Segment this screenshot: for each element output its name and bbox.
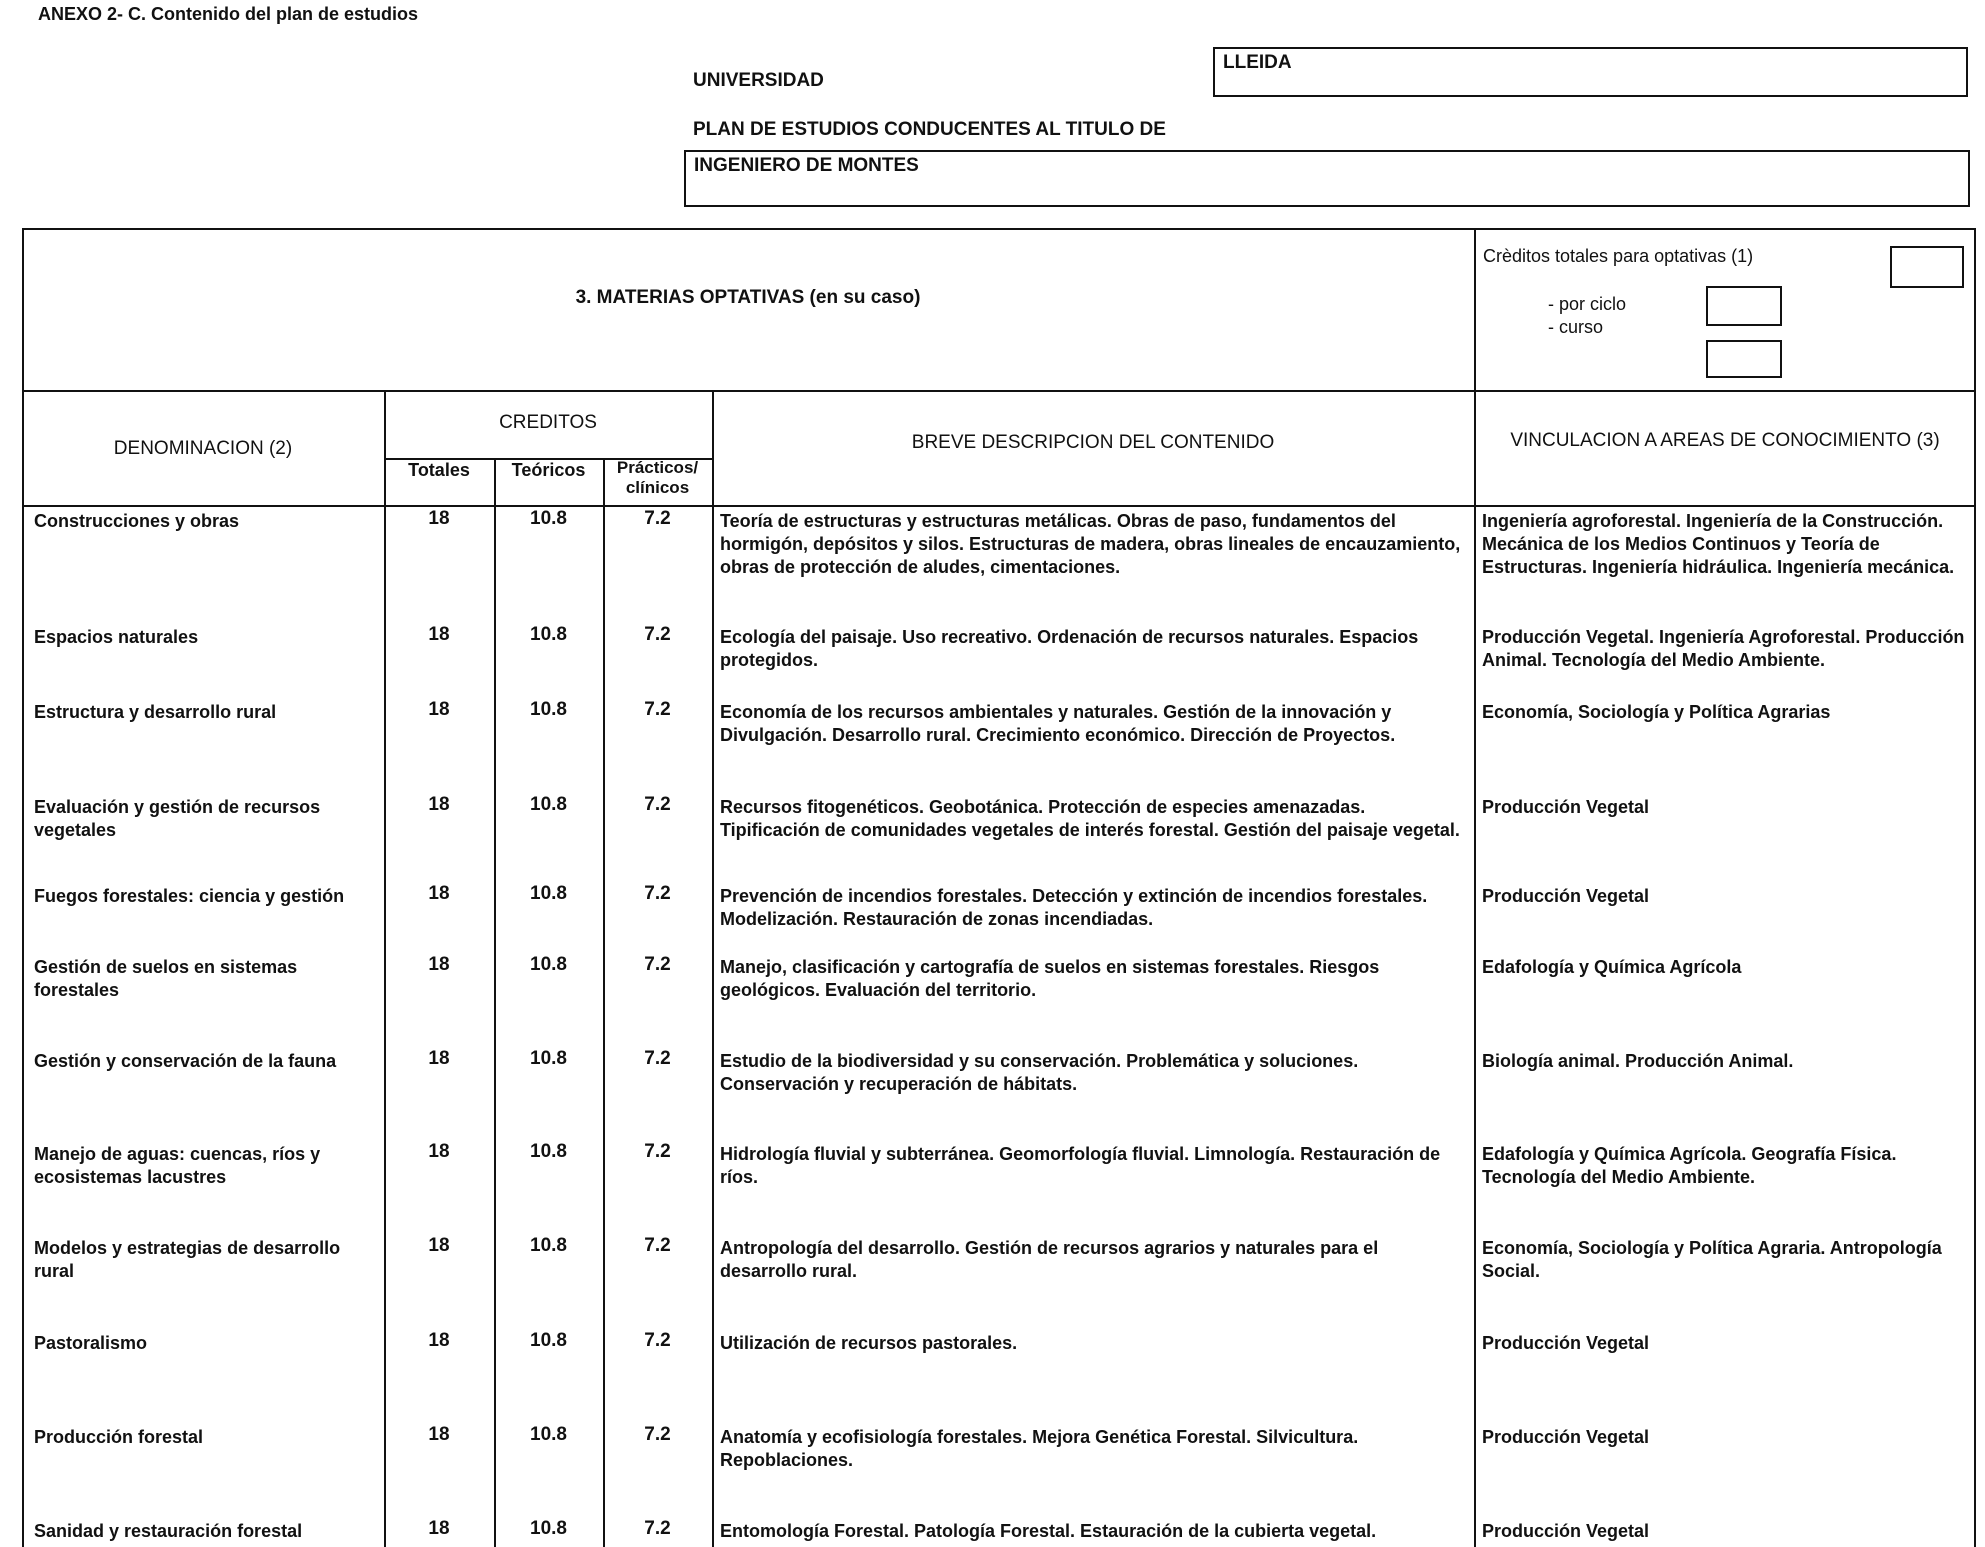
row-description: Anatomía y ecofisiología forestales. Mejora Genética Forestal. Silvicultura. Repoblaciones. [720,1427,1359,1470]
divider-header [22,505,1976,507]
per-cycle-box[interactable] [1706,286,1782,326]
credits-total-box[interactable] [1890,246,1964,288]
row-totales: 18 [428,624,450,645]
row-teoricos: 10.8 [530,508,567,529]
plan-label: PLAN DE ESTUDIOS CONDUCENTES AL TITULO DE [693,119,1166,140]
row-totales: 18 [428,1424,450,1445]
row-description: Prevención de incendios forestales. Detección y extinción de incendios forestales. Modelización. Restauración de zonas incendiadas. [720,886,1428,929]
annex-title: ANEXO 2- C. Contenido del plan de estudios [38,4,419,24]
row-totales: 18 [428,794,450,815]
row-name: Fuegos forestales: ciencia y gestión [34,886,345,906]
row-totales: 18 [428,508,450,529]
row-practicos: 7.2 [644,1330,671,1351]
row-areas: Producción Vegetal [1482,1333,1650,1353]
row-totales: 18 [428,1141,450,1162]
row-description: Estudio de la biodiversidad y su conservación. Problemática y soluciones. Conservación y recuperación de hábitats. [720,1051,1359,1094]
row-practicos: 7.2 [644,1424,671,1445]
col-practicos: Prácticos/ clínicos [616,458,699,497]
row-teoricos: 10.8 [530,1048,567,1069]
row-teoricos: 10.8 [530,1141,567,1162]
row-description: Utilización de recursos pastorales. [720,1333,1018,1353]
row-teoricos: 10.8 [530,699,567,720]
row-name: Manejo de aguas: cuencas, ríos y ecosistemas lacustres [34,1144,321,1187]
row-totales: 18 [428,883,450,904]
row-description: Ecología del paisaje. Uso recreativo. Ordenación de recursos naturales. Espacios protegidos. [720,627,1419,670]
row-name: Estructura y desarrollo rural [34,702,277,722]
row-name: Producción forestal [34,1427,204,1447]
divider-areas [1474,228,1476,1547]
row-description: Recursos fitogenéticos. Geobotánica. Protección de especies amenazadas. Tipificación de comunidades vegetales de interés forestal. Gestión del paisaje vegetal. [720,797,1460,840]
row-name: Modelos y estrategias de desarrollo rural [34,1238,341,1281]
row-areas: Edafología y Química Agrícola [1482,957,1742,977]
row-description: Teoría de estructuras y estructuras metálicas. Obras de paso, fundamentos del hormigón, depósitos y silos. Estructuras de madera, obras lineales de encauzamiento, obras de protección de aludes, cimentaciones. [720,511,1461,577]
section-title: 3. MATERIAS OPTATIVAS (en su caso) [575,287,921,308]
row-teoricos: 10.8 [530,954,567,975]
col-denominacion: DENOMINACION (2) [113,438,293,459]
row-practicos: 7.2 [644,699,671,720]
row-totales: 18 [428,699,450,720]
university-value: LLEIDA [1223,52,1292,73]
row-name: Pastoralismo [34,1333,148,1353]
row-practicos: 7.2 [644,1141,671,1162]
per-cycle-label: - por ciclo [1548,294,1627,314]
row-description: Antropología del desarrollo. Gestión de recursos agrarios y naturales para el desarrollo rural. [720,1238,1379,1281]
row-description: Manejo, clasificación y cartografía de suelos en sistemas forestales. Riesgos geológicos. Evaluación del territorio. [720,957,1380,1000]
row-teoricos: 10.8 [530,1235,567,1256]
university-label: UNIVERSIDAD [693,70,824,91]
credits-total-label: Crèditos totales para optativas (1) [1483,246,1754,266]
divider-col3 [603,458,605,1547]
degree-value: INGENIERO DE MONTES [694,155,919,176]
row-areas: Producción Vegetal [1482,797,1650,817]
row-practicos: 7.2 [644,1518,671,1539]
row-description: Hidrología fluvial y subterránea. Geomorfología fluvial. Limnología. Restauración de ríos. [720,1144,1441,1187]
row-teoricos: 10.8 [530,1424,567,1445]
col-descripcion: BREVE DESCRIPCION DEL CONTENIDO [911,432,1275,453]
row-teoricos: 10.8 [530,1518,567,1539]
row-areas: Ingeniería agroforestal. Ingeniería de la Construcción. Mecánica de los Medios Continuos y Teoría de Estructuras. Ingeniería hidráulica. Ingeniería mecánica. [1482,511,1955,577]
row-practicos: 7.2 [644,954,671,975]
divider-col4 [712,390,714,1547]
row-teoricos: 10.8 [530,1330,567,1351]
row-areas: Biología animal. Producción Animal. [1482,1051,1794,1071]
row-practicos: 7.2 [644,508,671,529]
row-practicos: 7.2 [644,883,671,904]
col-creditos: CREDITOS [499,412,597,433]
row-totales: 18 [428,1518,450,1539]
course-label: - curso [1548,317,1604,337]
col-totales: Totales [408,460,470,480]
row-totales: 18 [428,954,450,975]
row-name: Gestión y conservación de la fauna [34,1051,337,1071]
row-name: Evaluación y gestión de recursos vegetales [34,797,321,840]
row-areas: Producción Vegetal [1482,886,1650,906]
row-areas: Economía, Sociología y Política Agraria. Antropología Social. [1482,1238,1942,1281]
row-practicos: 7.2 [644,794,671,815]
row-description: Economía de los recursos ambientales y naturales. Gestión de la innovación y Divulgación. Desarrollo rural. Crecimiento económico. Dirección de Proyectos. [720,702,1396,745]
row-areas: Edafología y Química Agrícola. Geografía Física. Tecnología del Medio Ambiente. [1482,1144,1897,1187]
row-areas: Producción Vegetal. Ingeniería Agroforestal. Producción Animal. Tecnología del Medio Ambiente. [1482,627,1965,670]
row-name: Construcciones y obras [34,511,240,531]
row-teoricos: 10.8 [530,794,567,815]
row-description: Entomología Forestal. Patología Forestal. Estauración de la cubierta vegetal. [720,1521,1377,1541]
row-totales: 18 [428,1330,450,1351]
row-areas: Economía, Sociología y Política Agrarias [1482,702,1831,722]
row-practicos: 7.2 [644,1235,671,1256]
row-areas: Producción Vegetal [1482,1427,1650,1447]
row-name: Sanidad y restauración forestal [34,1521,303,1541]
row-totales: 18 [428,1235,450,1256]
divider-section [22,390,1976,392]
row-practicos: 7.2 [644,624,671,645]
degree-field [684,150,1970,207]
row-teoricos: 10.8 [530,883,567,904]
row-name: Espacios naturales [34,627,199,647]
row-practicos: 7.2 [644,1048,671,1069]
course-box[interactable] [1706,340,1782,378]
col-teoricos: Teóricos [511,460,586,480]
row-teoricos: 10.8 [530,624,567,645]
col-vinculacion: VINCULACION A AREAS DE CONOCIMIENTO (3) [1510,430,1940,451]
row-name: Gestión de suelos en sistemas forestales [34,957,298,1000]
university-field [1213,47,1968,97]
row-areas: Producción Vegetal [1482,1521,1650,1541]
divider-col2 [494,458,496,1547]
row-totales: 18 [428,1048,450,1069]
